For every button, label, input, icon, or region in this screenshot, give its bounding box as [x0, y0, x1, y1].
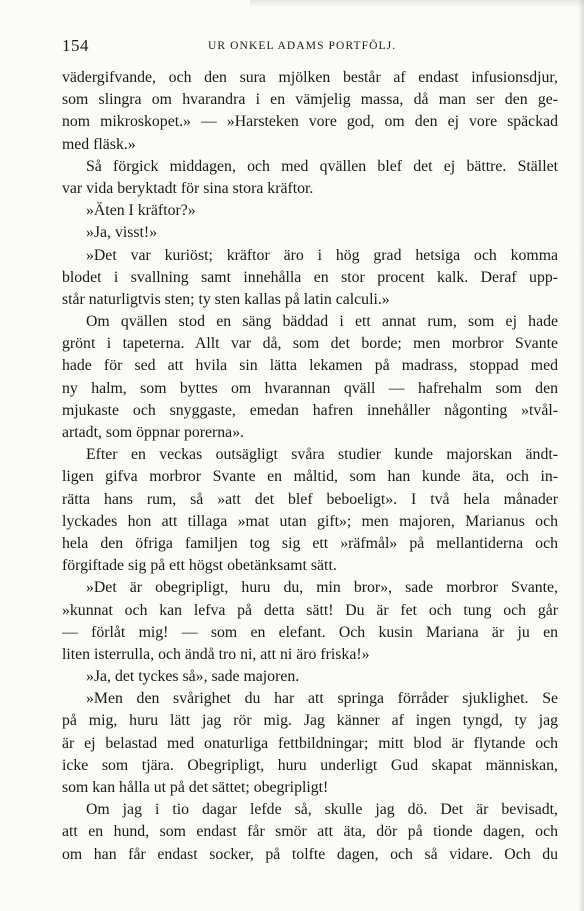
- text-line: som kan hålla ut på det sättet; obegripligt!: [62, 779, 329, 796]
- text-line: om han får endast socker, på tolfte dagen, och så vidare. Och du: [62, 845, 558, 863]
- text-line: att en hund, som endast får smör att äta, dör på tionde dagen, och: [62, 823, 558, 841]
- text-line: Om qvällen stod en säng bäddad i ett annat rum, som ej hade: [86, 313, 558, 331]
- text-line: nom mikroskopet.» — »Harsteken vore god, om den ej vore späckad: [62, 113, 558, 131]
- text-line: icke som tjära. Obegripligt, huru underligt Gud skapat människan,: [62, 756, 558, 774]
- text-line: på mig, huru lätt jag rör mig. Jag känner af ingen tyngd, ty jag: [62, 712, 558, 730]
- text-line: Om jag i tio dagar lefde så, skulle jag dö. Det är bevisadt,: [86, 801, 558, 819]
- text-line: hade för sed att hvila sin lätta lekamen på madrass, stoppad med: [62, 357, 558, 375]
- text-line: ny halm, som byttes om hvarannan qväll — hafrehalm som den: [62, 379, 558, 397]
- text-line: »Det var kuriöst; kräftor äro i hög grad hetsiga och komma: [86, 246, 558, 264]
- text-line: lyckades hon att tillaga »mat utan gift»; men majoren, Marianus och: [62, 512, 558, 530]
- text-line: var vida beryktadt för sina stora kräftor.: [62, 179, 314, 197]
- running-head: UR ONKEL ADAMS PORTFÖLJ.: [208, 40, 397, 52]
- page-number: 154: [62, 36, 89, 55]
- text-line: är ej belastad med onaturliga fettbildningar; mitt blod är flytande och: [62, 734, 558, 752]
- text-line: som slingra om hvarandra i en vämjelig massa, då man ser den ge-: [62, 91, 558, 109]
- text-line: Efter en veckas outsägligt svåra studier kunde majorskan ändt-: [86, 446, 558, 464]
- text-line: »Äten I kräftor?»: [86, 202, 196, 220]
- text-line: förgiftade sig på ett högst obetänksamt sätt.: [62, 557, 337, 575]
- text-line: »Men den svårighet du har att springa förråder sjuklighet. Se: [86, 690, 558, 708]
- text-line: hela den öfriga familjen tog sig ett »räfmål» på mellantiderna och: [62, 534, 558, 552]
- scan-shadow-edge: [578, 0, 584, 911]
- text-line: — förlåt mig! — som en elefant. Och kusin Mariana är ju en: [62, 623, 558, 641]
- scan-shadow-top: [250, 0, 584, 8]
- text-line: »Det är obegripligt, huru du, min bror», sade morbror Svante,: [86, 579, 558, 597]
- text-line: »Ja, det tyckes så», sade majoren.: [86, 668, 300, 686]
- text-line: artadt, som öppnar porerna».: [62, 424, 245, 441]
- text-line: vädergifvande, och den sura mjölken består af endast infusionsdjur,: [62, 69, 558, 86]
- text-line: Så förgick middagen, och med qvällen blef det ej bättre. Stället: [86, 157, 558, 175]
- text-line: med fläsk.»: [62, 135, 136, 153]
- text-line: liten isterrulla, och ändå tro ni, att ni äro friska!»: [62, 645, 370, 663]
- text-line: ligen gifva morbror Svante en måltid, som han kunde äta, och in-: [62, 468, 558, 486]
- text-line: »Ja, visst!»: [86, 224, 158, 242]
- text-line: rätta hans rum, så »att det blef beboeligt». I två hela månader: [62, 490, 558, 508]
- text-line: grönt i tapeterna. Allt var då, som det borde; men morbror Svante: [62, 335, 558, 353]
- text-line: står naturligtvis sten; ty sten kallas på latin calculi.»: [62, 290, 390, 308]
- body-text: [62, 67, 558, 866]
- text-line: »kunnat och kan lefva på detta sätt! Du är fet och tung och går: [62, 601, 558, 619]
- text-line: blodet i svallning samt innehålla en stor procent kalk. Deraf upp-: [62, 268, 558, 286]
- page-header: [62, 36, 558, 56]
- text-line: mjukaste och snyggaste, emedan hafren innehåller någonting »tvål-: [62, 401, 558, 419]
